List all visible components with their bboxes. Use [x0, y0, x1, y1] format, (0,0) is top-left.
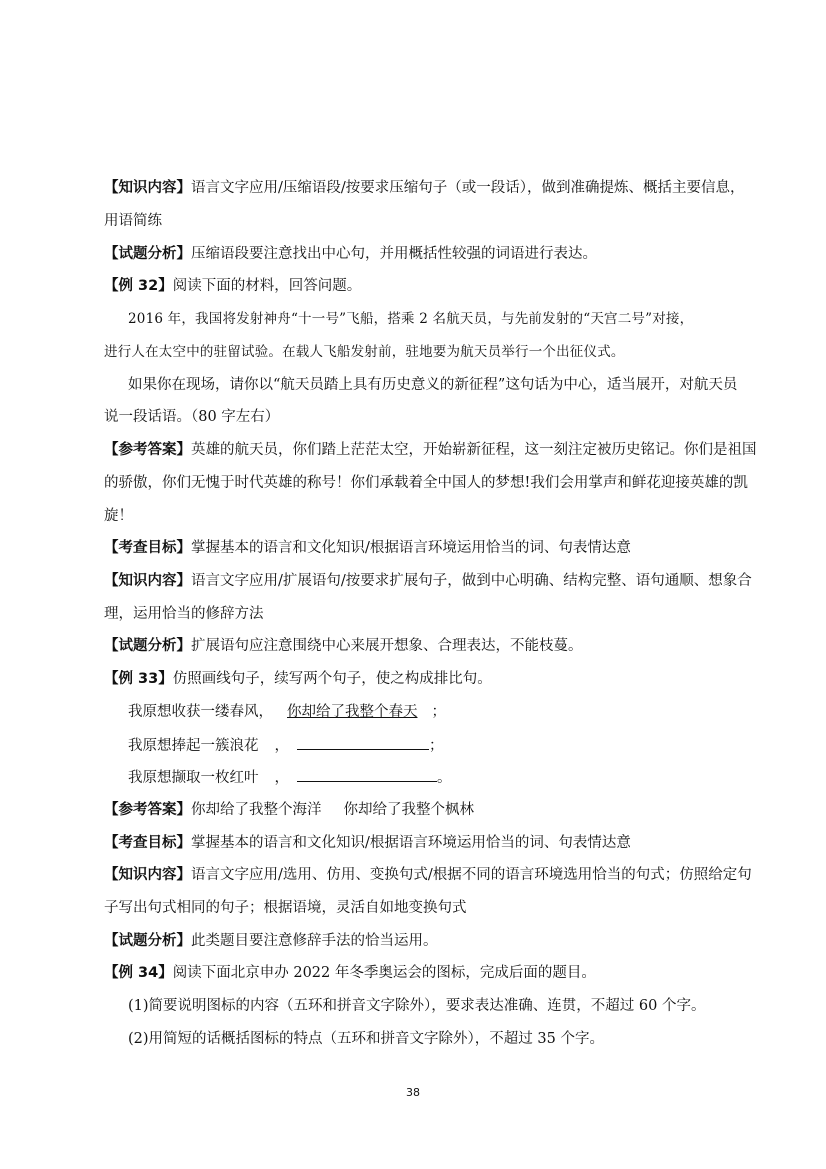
- paragraph-text: 英雄的航天员，你们踏上茫茫太空，开始崭新征程，这一刻注定被历史铭记。你们是祖国: [191, 442, 757, 458]
- answer-blank: [297, 767, 437, 782]
- punctuation: ，: [274, 770, 289, 786]
- underlined-sentence: 你却给了我整个春天: [287, 704, 418, 720]
- section-label: 【知识内容】: [104, 180, 191, 196]
- section-label: 【考查目标】: [104, 540, 191, 556]
- example-sentence-1: [128, 702, 808, 722]
- reference-answer-1: [104, 440, 784, 460]
- paragraph-text: 此类题目要注意修辞手法的恰当运用。: [191, 933, 438, 949]
- assessment-goal-2: [104, 833, 784, 853]
- analysis-1: [104, 244, 784, 264]
- material-para-1-cont: 进行人在太空中的驻留试验。在载人飞船发射前，驻地要为航天员举行一个出征仪式。: [104, 344, 625, 360]
- material-para-1: 2016 年，我国将发射神舟“十一号”飞船，搭乘 2 名航天员，与先前发射的“天宫二号”对接，: [128, 311, 694, 327]
- reference-answer-2: [104, 800, 784, 820]
- example-sentence-3: [128, 767, 808, 788]
- reference-answer-1-cont: 的骄傲，你们无愧于时代英雄的称号！你们承载着全中国人的梦想!我们会用掌声和鲜花迎接英雄的凯: [104, 475, 748, 491]
- section-label: 【参考答案】: [104, 442, 191, 458]
- paragraph-text: 语言文字应用/压缩语段/按要求压缩句子（或一段话），做到准确提炼、概括主要信息，: [191, 180, 745, 196]
- paragraph-text: 语言文字应用/选用、仿用、变换句式/根据不同的语言环境选用恰当的句式；仿照给定句: [191, 867, 752, 883]
- page-number: 38: [406, 1086, 420, 1099]
- punctuation: ；: [429, 738, 444, 754]
- section-label: 【考查目标】: [104, 835, 191, 851]
- question-para-cont: 说一段话语。（80 字左右）: [104, 409, 280, 425]
- section-label: 【知识内容】: [104, 573, 191, 589]
- analysis-3: [104, 931, 784, 951]
- section-label: 【试题分析】: [104, 933, 191, 949]
- punctuation: ，: [274, 738, 289, 754]
- sentence-start: 我原想撷取一枚红叶: [128, 770, 259, 786]
- paragraph-text: 阅读下面的材料，回答问题。: [172, 278, 362, 294]
- knowledge-content-3-cont: 子写出句式相同的句子；根据语境，灵活自如地变换句式: [104, 900, 467, 916]
- paragraph-text: 你却给了我整个枫林: [343, 802, 474, 818]
- sub-question-1: (1)简要说明图标的内容（五环和拼音文字除外），要求表达准确、连贯，不超过 60 个字。: [128, 998, 706, 1014]
- knowledge-content-1-cont: 用语简练: [104, 213, 162, 229]
- knowledge-content-2-cont: 理，运用恰当的修辞方法: [104, 606, 264, 622]
- section-label: 【知识内容】: [104, 867, 191, 883]
- paragraph-text: 仿照画线句子，续写两个句子，使之构成排比句。: [172, 671, 492, 687]
- section-label: 【例 33】: [104, 671, 173, 687]
- paragraph-text: 掌握基本的语言和文化知识/根据语言环境运用恰当的词、句表情达意: [191, 835, 631, 851]
- punctuation: ；: [431, 704, 446, 720]
- knowledge-content-2: [104, 571, 784, 591]
- sentence-start: 我原想捧起一簇浪花: [128, 738, 259, 754]
- example-32: [104, 276, 784, 296]
- punctuation: 。: [437, 770, 452, 786]
- analysis-2: [104, 636, 784, 656]
- section-label: 【例 32】: [104, 278, 173, 294]
- paragraph-text: 压缩语段要注意找出中心句，并用概括性较强的词语进行表达。: [191, 246, 597, 262]
- paragraph-text: 阅读下面北京申办 2022 年冬季奥运会的图标，完成后面的题目。: [172, 965, 596, 981]
- sentence-start: 我原想收获一缕春风，: [128, 704, 273, 720]
- assessment-goal-1: [104, 538, 784, 558]
- example-sentence-2: [128, 735, 808, 756]
- section-label: 【试题分析】: [104, 638, 191, 654]
- section-label: 【参考答案】: [104, 802, 191, 818]
- paragraph-text: 掌握基本的语言和文化知识/根据语言环境运用恰当的词、句表情达意: [191, 540, 631, 556]
- question-para: 如果你在现场，请你以“航天员踏上具有历史意义的新征程”这句话为中心，适当展开，对航天员: [128, 377, 738, 393]
- answer-blank: [297, 735, 429, 750]
- paragraph-text: 扩展语句应注意围绕中心来展开想象、合理表达，不能枝蔓。: [191, 638, 583, 654]
- knowledge-content-3: [104, 865, 784, 885]
- section-label: 【例 34】: [104, 965, 173, 981]
- sub-question-2: (2)用简短的话概括图标的特点（五环和拼音文字除外），不超过 35 个字。: [128, 1031, 604, 1047]
- section-label: 【试题分析】: [104, 246, 191, 262]
- knowledge-content-1: [104, 178, 784, 198]
- example-34: [104, 963, 784, 983]
- reference-answer-1-cont2: 旋！: [104, 508, 133, 524]
- paragraph-text: 语言文字应用/扩展语句/按要求扩展句子，做到中心明确、结构完整、语句通顺、想象合: [191, 573, 752, 589]
- example-33: [104, 669, 784, 689]
- paragraph-text: 你却给了我整个海洋: [191, 802, 322, 818]
